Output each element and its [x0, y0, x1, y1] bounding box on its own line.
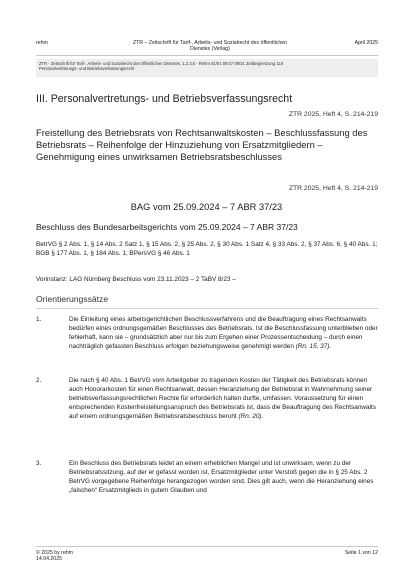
section-title: III. Personalvertretungs- und Betriebsverfassungsrecht [36, 93, 293, 105]
guideline-text [69, 460, 381, 496]
guideline-text [69, 316, 381, 352]
page-number: Seite 1 von 12 [344, 550, 378, 556]
header-journal-line1: ZTR – Zeitschrift für Tarif-, Arbeits- und Sozialrecht des öffentlichen [132, 40, 288, 46]
footer-copyright: © 2025 by rehm [36, 550, 73, 556]
header-publisher: rehm [36, 40, 48, 46]
header-date: April 2025 [354, 40, 378, 46]
lower-instance: Vorinstanz: LAG Nürnberg Beschluss vom 23.11.2023 – 2 TaBV 8/23 – [36, 276, 236, 283]
header-divider [36, 55, 378, 56]
citation-box [36, 59, 378, 77]
orientation-divider [36, 308, 378, 309]
citation-line2: Personalvertretungs- und Betriebsverfassungsrecht [39, 66, 135, 72]
header-journal [110, 40, 310, 53]
guideline-number: 1. [36, 316, 42, 323]
footer-date: 14.04.2025 [36, 556, 62, 563]
court-decision-heading: BAG vom 25.09.2024 – 7 ABR 37/23 [130, 202, 283, 212]
guideline-text [69, 377, 381, 422]
margin-number-ref: (Rn. 15, 37). [295, 342, 332, 350]
margin-number-ref: (Rn. 20). [238, 412, 264, 420]
guideline-body: Die nach § 40 Abs. 1 BetrVG vom Arbeitgeber zu tragenden Kosten der Tätigkeit des Betriebsrats können auch Honorarkosten für einen Rechtsanwalt, dessen Heranziehung der Betriebsrat in Wahrnehmung seiner betriebsverfassungsrechtlichen Rechte für erforderlich halten durfte, umfassen. Voraussetzung für einen entsprechenden Kostenfreistellungsanspruch des Betriebsrats ist, dass die Beauftragung des Rechtsanwalts auf einem ordnungsgemäßen Betriebsratsbeschluss beruht [69, 377, 376, 420]
footer-left [36, 550, 73, 563]
guideline-number: 3. [36, 460, 42, 467]
header-journal-line2: Dienstes (Verlag) [190, 46, 230, 53]
guideline-number: 2. [36, 377, 42, 384]
journal-reference-2: ZTR 2025, Heft 4, S. 214-219 [288, 185, 378, 192]
footer-divider [36, 546, 378, 547]
norms-list: BetrVG § 2 Abs. 1, § 14 Abs. 2 Satz 1, § 15 Abs. 2, § 25 Abs. 2, § 30 Abs. 1 Satz 4, § 33 Abs. 2, § 37 Abs. 6, § 40 Abs. 1; BGB § 177 Abs. 1, § 184 Abs. 1; BPersVG § 46 Abs. 1 [36, 241, 378, 257]
guideline-body: Die Einleitung eines arbeitsgerichtlichen Beschlussverfahrens und die Beauftragung eines Rechtsanwalts bedürfen eines ordnungsgemäßen Beschlusses des Betriebsrats. Ist die Beschlussfassung unterblieben oder fehlerhaft, kann sie – grundsätzlich aber nur bis zum Ergehen einer Prozessentscheidung – durch einen nachträglich gefassten Beschluss erfolgen beziehungsweise genehmigt werden [69, 316, 378, 350]
orientation-heading: Orientierungssätze [36, 294, 109, 304]
guideline-body: Ein Beschluss des Betriebsrats leidet an einem erheblichen Mangel und ist unwirksam, wenn zu der Betriebsratssitzung, auf der er gefasst worden ist, Ersatzmitglieder unter Verstoß gegen die in § 25 Abs. 2 BetrVG vorgegebene Reihenfolge herangezogen worden sind. Dies gilt auch, wenn die Heranziehung eines „falschen“ Ersatzmitglieds in gutem Glauben und [69, 460, 374, 494]
journal-reference: ZTR 2025, Heft 4, S. 214-219 [288, 111, 378, 118]
decision-subtitle: Beschluss des Bundesarbeitsgerichts vom 25.09.2024 – 7 ABR 37/23 [36, 222, 298, 232]
decision-title: Freistellung des Betriebsrats von Rechtsanwaltskosten – Beschlussfassung des Betriebsrats – Reihenfolge der Hinzuziehung von Ersatzmitgliedern – Genehmigung eines unwirksamen Betriebsratsbeschlusses [36, 127, 368, 163]
citation-line1: ZTR - Zeitschrift für Tarif-, Arbeits- und Sozialrecht des öffentlichen Dienstes, 1.2.3.5 - Rehm 01/01 09:07 09/31 Zeitbegrenzung 118 [39, 61, 283, 66]
